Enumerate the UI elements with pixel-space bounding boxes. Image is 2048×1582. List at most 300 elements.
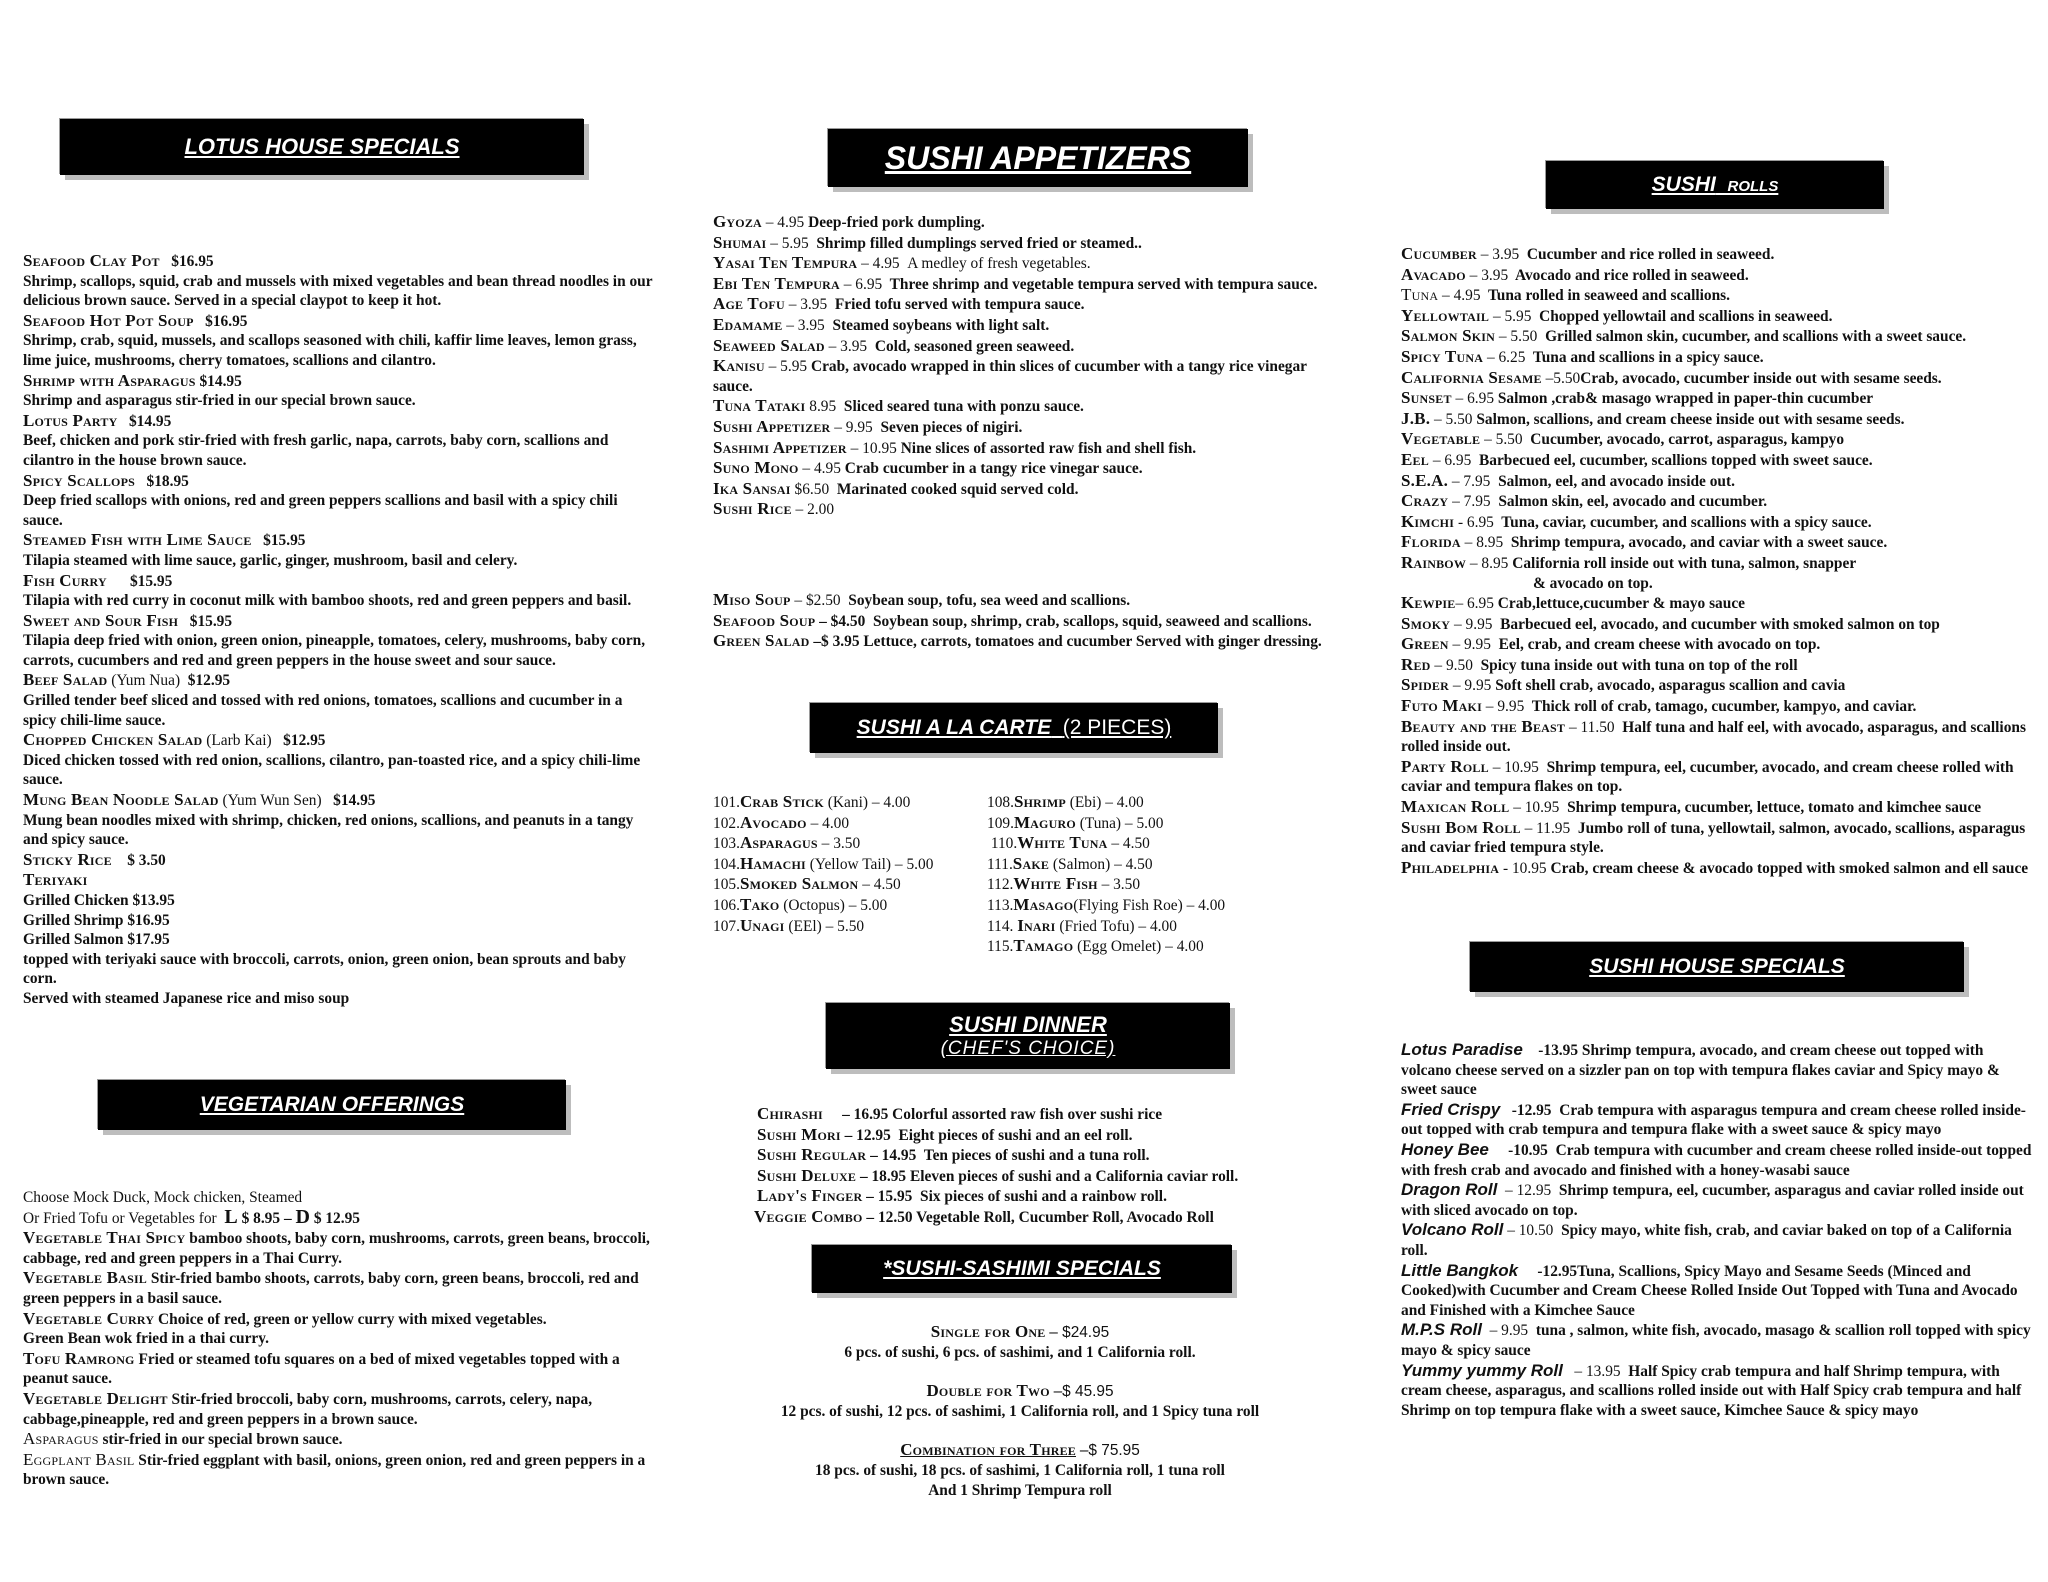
item-price: – 4.50 bbox=[862, 876, 901, 894]
item-name: Shumai bbox=[713, 232, 767, 252]
menu-item bbox=[1401, 306, 2033, 327]
item-desc: Cucumber, avocado, carrot, asparagus, kampyo bbox=[1530, 431, 1845, 449]
item-price: $14.95 bbox=[199, 372, 242, 390]
item-desc: Ten pieces of sushi and a tuna roll. bbox=[923, 1147, 1150, 1165]
item-desc: Nine slices of assorted raw fish and shell fish. bbox=[900, 439, 1197, 457]
menu-item bbox=[23, 611, 655, 671]
item-price: – 5.95 bbox=[768, 358, 808, 376]
item-desc: Cold, seasoned green seaweed. bbox=[874, 337, 1075, 355]
item-number: 114. bbox=[987, 917, 1014, 935]
item-price: – $24.95 bbox=[1049, 1324, 1110, 1341]
teriyaki-line: Grilled Salmon $17.95 bbox=[23, 931, 170, 949]
item-name: Veggie Combo bbox=[754, 1206, 863, 1226]
item-desc: Shrimp tempura, eel, cucumber, avocado, and cream cheese rolled with caviar and tempura flakes on top. bbox=[1401, 758, 2014, 796]
item-alt-name: (EEl) bbox=[788, 917, 822, 935]
item-alt-name: (Octopus) bbox=[783, 896, 845, 914]
item-desc: Half Spicy crab tempura and half Shrimp tempura, with cream cheese, asparagus, and scallions rolled inside out with Half Spicy crab tempura and half Shrimp on top tempura flake with a sweet sauce, Kimchee Sauce & spicy mayo bbox=[1401, 1362, 2022, 1419]
item-price: – 5.95 bbox=[1492, 307, 1532, 325]
item-name: Avocado bbox=[739, 812, 807, 832]
item-alt-name: (Ebi) bbox=[1069, 794, 1102, 811]
menu-item bbox=[754, 1207, 1337, 1228]
a-la-carte-left bbox=[713, 792, 993, 936]
item-name: Red bbox=[1401, 654, 1431, 674]
menu-item bbox=[1401, 409, 2033, 430]
item-alt-name: (Egg Omelet) bbox=[1077, 938, 1162, 956]
menu-item bbox=[757, 1186, 1337, 1207]
menu-item bbox=[23, 1329, 655, 1349]
item-price: – 5.50 bbox=[825, 917, 865, 935]
item-desc: Crab, avocado wrapped in thin slices of cucumber with a tangy rice vinegar sauce. bbox=[713, 358, 1307, 395]
item-price: – 7.95 bbox=[1452, 493, 1491, 511]
item-name: Volcano Roll bbox=[1401, 1220, 1504, 1240]
item-number: 109. bbox=[987, 814, 1014, 832]
menu-item bbox=[1401, 1261, 2033, 1321]
item-alt-name: (Yum Nua) bbox=[111, 672, 181, 690]
menu-item bbox=[1401, 1361, 2033, 1421]
item-desc: bamboo shoots, baby corn, mushrooms, carrots, green beans, broccoli, cabbage, red and green peppers in a Thai Curry. bbox=[23, 1230, 650, 1267]
item-desc: Spicy mayo, white fish, crab, and caviar baked on top of a California roll. bbox=[1401, 1222, 2012, 1259]
item-price: – 2.00 bbox=[795, 501, 835, 519]
item-name: Sushi Deluxe bbox=[757, 1165, 857, 1185]
sushi-sashimi-specials-list bbox=[712, 1322, 1328, 1500]
item-name: Steamed Fish with Lime Sauce bbox=[23, 530, 252, 550]
item-price: – 12.95 bbox=[1505, 1182, 1552, 1200]
item-name: Dragon Roll bbox=[1401, 1180, 1498, 1200]
menu-item bbox=[23, 311, 655, 371]
item-price: – 5.00 bbox=[1124, 814, 1164, 832]
item-desc: Shrimp filled dumplings served fried or steamed.. bbox=[816, 234, 1142, 252]
item-name: Shrimp with Asparagus bbox=[23, 370, 196, 390]
lotus-specials-list bbox=[23, 251, 655, 1009]
menu-item bbox=[713, 336, 1343, 357]
menu-item bbox=[1401, 655, 2033, 676]
item-price: – 10.95 bbox=[1513, 799, 1560, 817]
menu-item bbox=[987, 936, 1317, 957]
item-desc: Soybean soup, tofu, sea weed and scallions. bbox=[848, 592, 1131, 609]
item-name: M.P.S Roll bbox=[1401, 1320, 1482, 1340]
a-la-carte-right bbox=[987, 792, 1317, 957]
item-price: – 5.00 bbox=[848, 896, 888, 914]
item-name: Seaweed Salad bbox=[713, 335, 825, 355]
item-name: Spicy Tuna bbox=[1401, 346, 1484, 366]
item-name: Yellowtail bbox=[1401, 305, 1490, 325]
menu-item bbox=[1401, 368, 2033, 389]
menu-item bbox=[1401, 388, 2033, 409]
menu-item bbox=[23, 1349, 655, 1389]
item-alt-name: (Yum Wun Sen) bbox=[222, 792, 322, 810]
item-price: –$ 45.95 bbox=[1053, 1383, 1114, 1401]
item-desc: Mung bean noodles mixed with shrimp, chicken, red onions, scallions, and peanuts in a tangy and spicy sauce. bbox=[23, 811, 634, 849]
menu-item bbox=[713, 253, 1343, 274]
item-name: Green Salad bbox=[713, 631, 810, 651]
item-name: Vegetable Curry bbox=[23, 1308, 155, 1328]
menu-item bbox=[987, 854, 1317, 875]
item-price: -12.95 bbox=[1537, 1262, 1578, 1280]
item-price: $14.95 bbox=[128, 412, 172, 430]
item-desc: Deep fried scallops with onions, red and green peppers scallions and basil with a spicy chili sauce. bbox=[23, 492, 618, 529]
item-name: J.B. bbox=[1401, 408, 1431, 428]
item-price: – 3.50 bbox=[1101, 876, 1141, 894]
item-desc: Tilapia steamed with lime sauce, garlic, ginger, mushroom, basil and celery. bbox=[23, 551, 518, 569]
header-sushi-house-specials-text: SUSHI HOUSE SPECIALS bbox=[1589, 955, 1845, 978]
item-desc: A medley of fresh vegetables. bbox=[907, 255, 1091, 273]
menu-item bbox=[713, 396, 1343, 417]
item-desc: Fried or steamed tofu squares on a bed of mixed vegetables topped with a peanut sauce. bbox=[23, 1350, 620, 1388]
item-name: Vegetable Basil bbox=[23, 1268, 148, 1288]
item-desc: Cucumber and rice rolled in seaweed. bbox=[1526, 246, 1775, 263]
menu-item bbox=[713, 438, 1343, 459]
menu-item bbox=[23, 1268, 655, 1308]
item-desc: Shrimp, scallops, squid, crab and mussels with mixed vegetables and bean thread noodles in our delicious brown sauce. Served in a special claypot to keep it hot. bbox=[23, 272, 653, 310]
item-price: $15.95 bbox=[129, 572, 173, 590]
item-name: Beauty and the Beast bbox=[1401, 716, 1566, 736]
item-price: – 9.50 bbox=[1434, 656, 1473, 674]
menu-item bbox=[1401, 347, 2033, 368]
menu-item bbox=[23, 1309, 655, 1330]
item-desc: Crab,lettuce,cucumber & mayo sauce bbox=[1497, 595, 1745, 613]
item-price: – 18.95 bbox=[859, 1167, 907, 1185]
item-price: -13.95 bbox=[1538, 1042, 1579, 1059]
menu-item bbox=[713, 356, 1343, 396]
menu-item bbox=[757, 1125, 1337, 1146]
item-number: 101. bbox=[713, 794, 740, 811]
item-name: Beef Salad bbox=[23, 670, 108, 690]
item-desc: Lettuce, carrots, tomatoes and cucumber Served with ginger dressing. bbox=[863, 633, 1322, 651]
item-name: Combination for Three bbox=[900, 1440, 1076, 1460]
item-price: $16.95 bbox=[205, 312, 248, 330]
item-alt-name: (Tuna) bbox=[1079, 814, 1122, 832]
item-price: –5.50 bbox=[1545, 369, 1581, 387]
menu-item bbox=[1401, 471, 2033, 492]
item-desc: Tilapia with red curry in coconut milk with bamboo shoots, red and green peppers and basil. bbox=[23, 592, 632, 610]
item-desc: Crab cucumber in a tangy rice vinegar sauce. bbox=[844, 460, 1143, 478]
menu-item bbox=[713, 895, 993, 916]
item-number: 103. bbox=[713, 835, 740, 853]
item-price: – 9.95 bbox=[1452, 677, 1492, 695]
menu-item bbox=[713, 916, 993, 937]
item-price: – 6.95 bbox=[1432, 451, 1472, 469]
item-desc: Stir-fried broccoli, baby corn, mushrooms, carrots, celery, napa, cabbage,pineapple, red and green peppers in a brown sauce. bbox=[23, 1390, 593, 1428]
item-desc: Vegetable Roll, Cucumber Roll, Avocado Roll bbox=[916, 1208, 1214, 1226]
item-number: 115. bbox=[987, 938, 1014, 956]
item-price: –$ 3.95 bbox=[813, 633, 860, 651]
menu-item bbox=[23, 571, 655, 611]
item-note: Served with steamed Japanese rice and miso soup bbox=[23, 989, 350, 1007]
appetizers-list bbox=[713, 212, 1343, 520]
item-desc: Crab tempura with cucumber and cream cheese rolled inside-out topped with fresh crab and avocado and finished with a honey-wasabi sauce bbox=[1401, 1141, 2032, 1179]
item-desc: Green Bean wok fried in a thai curry. bbox=[23, 1330, 269, 1348]
item-name: Asparagus bbox=[739, 833, 818, 853]
header-sushi-a-la-carte bbox=[810, 703, 1218, 753]
item-name: Cucumber bbox=[1401, 244, 1477, 263]
item-desc: 6 pcs. of sushi, 6 pcs. of sashimi, and 1 California roll. bbox=[844, 1343, 1196, 1361]
item-number: 104. bbox=[713, 855, 740, 873]
menu-item bbox=[713, 833, 993, 854]
item-number: 102. bbox=[713, 814, 740, 832]
item-price: – 4.95 bbox=[861, 255, 900, 273]
menu-item bbox=[1401, 757, 2033, 797]
item-desc: Fried tofu served with tempura sauce. bbox=[834, 296, 1085, 314]
item-price: – 4.95 bbox=[802, 460, 841, 478]
menu-item bbox=[1401, 717, 2033, 757]
menu-item bbox=[23, 1450, 655, 1490]
item-price: – 5.50 bbox=[1484, 431, 1523, 449]
item-price: $15.95 bbox=[189, 612, 233, 630]
menu-item bbox=[713, 417, 1343, 438]
menu-item bbox=[1401, 450, 2033, 471]
menu-item bbox=[1401, 1220, 2033, 1260]
item-price: – 14.95 bbox=[870, 1147, 917, 1165]
item-price: – 3.95 bbox=[1480, 246, 1520, 263]
item-alt-name: (Salmon) bbox=[1052, 855, 1111, 873]
item-price: – 8.95 bbox=[1469, 554, 1509, 572]
item-name: Philadelphia bbox=[1401, 857, 1500, 877]
item-name: Shrimp bbox=[1013, 792, 1066, 811]
item-desc: Beef, chicken and pork stir-fried with fresh garlic, napa, carrots, baby corn, scallions and cilantro in the house brown sauce. bbox=[23, 432, 609, 469]
item-price: -12.95 bbox=[1511, 1101, 1552, 1119]
item-desc: Crab tempura with asparagus tempura and cream cheese rolled inside-out topped with crab tempura and tempura flake with a sweet sauce & spicy mayo bbox=[1401, 1101, 2026, 1139]
menu-item bbox=[1401, 285, 2033, 306]
menu-item bbox=[1401, 1140, 2033, 1180]
menu-item bbox=[713, 212, 1343, 233]
item-desc: Shrimp tempura, eel, cucumber, asparagus and caviar rolled inside out with sliced avocado on top. bbox=[1401, 1182, 2024, 1219]
item-name: Seafood Hot Pot Soup bbox=[23, 310, 194, 330]
item-name: S.E.A. bbox=[1401, 470, 1449, 490]
item-name: Sushi Mori bbox=[757, 1124, 841, 1144]
menu-item bbox=[23, 790, 655, 850]
header-sushi-dinner bbox=[826, 1003, 1230, 1069]
item-name: Tuna bbox=[1401, 285, 1439, 305]
item-desc: Chopped yellowtail and scallions in seaweed. bbox=[1539, 307, 1833, 325]
item-price: – 9.95 bbox=[1452, 636, 1491, 654]
item-price: – 5.95 bbox=[770, 234, 809, 252]
item-alt-name: (Kani) bbox=[827, 794, 868, 811]
menu-item bbox=[713, 874, 993, 895]
item-name: Teriyaki bbox=[23, 870, 88, 890]
item-alt-name: (Yellow Tail) bbox=[809, 855, 892, 873]
item-name: Salmon Skin bbox=[1401, 326, 1496, 346]
item-name: Lotus Paradise bbox=[1401, 1040, 1523, 1059]
item-name: Asparagus bbox=[23, 1429, 99, 1449]
item-name: Lady's Finger bbox=[757, 1186, 863, 1206]
item-price: – 9.95 bbox=[1489, 1322, 1529, 1340]
menu-item bbox=[713, 854, 993, 875]
item-price: $ 3.50 bbox=[127, 851, 166, 869]
menu-item bbox=[713, 590, 1343, 611]
item-name: Green bbox=[1401, 634, 1449, 654]
menu-item bbox=[987, 916, 1317, 937]
menu-item bbox=[23, 1429, 655, 1450]
item-price: – 9.95 bbox=[1485, 698, 1525, 716]
item-price: – 12.50 bbox=[866, 1208, 913, 1226]
item-desc: Shrimp tempura, avocado, and caviar with a sweet sauce. bbox=[1510, 534, 1888, 552]
item-price: – 9.95 bbox=[1453, 615, 1493, 633]
item-price: – 10.50 bbox=[1507, 1222, 1554, 1240]
header-sushi-rolls-text: SUSHI bbox=[1651, 173, 1716, 196]
item-name: Chopped Chicken Salad bbox=[23, 730, 203, 750]
item-desc: Seven pieces of nigiri. bbox=[880, 418, 1023, 436]
item-price: – 7.95 bbox=[1451, 472, 1491, 490]
item-name: Ebi Ten Tempura bbox=[713, 273, 840, 293]
item-name: Vegetable bbox=[1401, 429, 1481, 449]
dinner-label: D bbox=[295, 1205, 310, 1228]
menu-item bbox=[713, 233, 1343, 254]
menu-item bbox=[23, 530, 655, 570]
menu-item bbox=[713, 631, 1343, 652]
menu-item bbox=[713, 315, 1343, 336]
item-name: Eggplant Basil bbox=[23, 1449, 135, 1469]
item-name: Lotus Party bbox=[23, 410, 118, 430]
menu-item bbox=[987, 833, 1317, 854]
item-name: Smoky bbox=[1401, 613, 1451, 633]
menu-item bbox=[23, 251, 655, 311]
item-alt-name: (Flying Fish Roe) bbox=[1073, 896, 1183, 914]
header-vegetarian-offerings bbox=[98, 1080, 566, 1130]
menu-item bbox=[1401, 797, 2033, 818]
menu-item bbox=[1401, 244, 2033, 265]
item-desc: Tuna, Scallions, Spicy Mayo and Sesame Seeds (Minced and Cooked)with Cucumber and Cream Cheese Rolled Inside Out Topped with Tuna and Avocado and Finished with a Kimchee Sauce bbox=[1401, 1262, 2018, 1319]
lunch-price: $ 8.95 bbox=[241, 1209, 281, 1227]
item-desc: Barbecued eel, avocado, and cucumber with smoked salmon on top bbox=[1500, 615, 1940, 633]
item-name: Vegetable Thai Spicy bbox=[23, 1228, 186, 1248]
item-price: – 4.00 bbox=[1186, 896, 1226, 914]
item-name: Seafood Soup bbox=[713, 610, 816, 630]
header-sushi-a-la-carte-tail: (2 PIECES) bbox=[1062, 716, 1172, 739]
menu-item bbox=[23, 471, 655, 531]
menu-item bbox=[1401, 1180, 2033, 1220]
item-price: – $4.50 bbox=[819, 612, 866, 630]
menu-item bbox=[987, 813, 1317, 834]
item-desc: Shrimp and asparagus stir-fried in our special brown sauce. bbox=[23, 392, 416, 410]
item-price: – 5.50 bbox=[1434, 410, 1473, 428]
item-name: Eel bbox=[1401, 449, 1429, 469]
item-desc: Eleven pieces of sushi and a California caviar roll. bbox=[909, 1167, 1239, 1185]
vegetarian-list bbox=[23, 1188, 655, 1490]
header-lotus-house-specials-text: LOTUS HOUSE SPECIALS bbox=[184, 134, 460, 159]
item-price: –$ 75.95 bbox=[1079, 1442, 1140, 1460]
item-name: California Sesame bbox=[1401, 367, 1542, 387]
vegetarian-intro: Choose Mock Duck, Mock chicken, Steamed bbox=[23, 1189, 303, 1206]
item-desc: Three shrimp and vegetable tempura served with tempura sauce. bbox=[889, 275, 1318, 293]
item-name: Inari bbox=[1017, 915, 1056, 935]
item-desc: Half tuna and half eel, with avocado, asparagus, and scallions rolled inside out. bbox=[1401, 718, 2026, 756]
item-name: Sunset bbox=[1401, 388, 1452, 408]
item-desc: Salmon skin, eel, avocado and cucumber. bbox=[1498, 493, 1768, 511]
item-desc: Spicy tuna inside out with tuna on top of the roll bbox=[1480, 656, 1798, 674]
item-name: Tuna Tataki bbox=[713, 396, 806, 416]
item-name: Sweet and Sour Fish bbox=[23, 610, 179, 630]
item-desc: Salmon ,crab& masago wrapped in paper-thin cucumber bbox=[1497, 390, 1874, 408]
item-desc: Grilled tender beef sliced and tossed with red onions, tomatoes, scallions and cucumber in a spicy chili-lime sauce. bbox=[23, 692, 623, 729]
item-number: 107. bbox=[713, 917, 740, 935]
header-sushi-dinner-sub: (CHEF'S CHOICE) bbox=[940, 1038, 1116, 1059]
item-desc: Barbecued eel, cucumber, scallions topped with sweet sauce. bbox=[1479, 451, 1873, 469]
teriyaki-line: Grilled Chicken $13.95 bbox=[23, 892, 175, 909]
special-item bbox=[712, 1440, 1328, 1500]
vegetarian-intro-2: Or Fried Tofu or Vegetables for bbox=[23, 1209, 217, 1227]
item-desc: Avocado and rice rolled in seaweed. bbox=[1515, 266, 1749, 284]
item-name: Hamachi bbox=[739, 853, 806, 873]
item-desc: Shrimp tempura, avocado, and cream cheese out topped with volcano cheese served on a sizzler pan on top with tempura flakes caviar and Spicy mayo & sweet sauce bbox=[1401, 1042, 2000, 1099]
item-desc: Sliced seared tuna with ponzu sauce. bbox=[843, 398, 1084, 416]
item-name: Kewpie bbox=[1401, 593, 1456, 613]
menu-item bbox=[1401, 593, 2033, 614]
item-name: Kanisu bbox=[713, 356, 765, 376]
item-name: Smoked Salmon bbox=[739, 874, 859, 894]
menu-item bbox=[23, 1228, 655, 1268]
item-desc: Eel, crab, and cream cheese with avocado on top. bbox=[1498, 636, 1821, 654]
sushi-rolls-list bbox=[1401, 244, 2033, 878]
item-number: 111. bbox=[987, 855, 1013, 873]
menu-item bbox=[987, 792, 1317, 813]
item-desc: Diced chicken tossed with red onion, scallions, cilantro, pan-toasted rice, and a spicy chili-lime sauce. bbox=[23, 751, 641, 789]
item-name: Maguro bbox=[1013, 812, 1076, 832]
item-price: – 4.95 bbox=[765, 214, 805, 231]
item-desc: topped with teriyaki sauce with broccoli, carrots, onion, green onion, bean sprouts and baby corn. bbox=[23, 950, 627, 988]
soups-list bbox=[713, 590, 1343, 652]
item-desc: Shrimp, crab, squid, mussels, and scallops seasoned with chili, kaffir lime leaves, lemon grass, lime juice, mushrooms, cherry tomatoes, scallions and cilantro. bbox=[23, 332, 637, 369]
item-name: Sushi Bom Roll bbox=[1401, 817, 1521, 837]
item-price: – 6.95 bbox=[1455, 595, 1494, 613]
lunch-label: L bbox=[224, 1205, 238, 1228]
item-price: – 10.95 bbox=[1492, 758, 1539, 776]
header-sushi-rolls bbox=[1546, 161, 1884, 209]
item-price: – 11.95 bbox=[1524, 819, 1571, 837]
item-price: – 13.95 bbox=[1574, 1362, 1621, 1380]
menu-item bbox=[713, 813, 993, 834]
item-desc: Thick roll of crab, tamago, cucumber, kampyo, and caviar. bbox=[1531, 698, 1917, 716]
item-desc: Colorful assorted raw fish over sushi rice bbox=[892, 1106, 1163, 1123]
item-price: – 6.95 bbox=[843, 275, 883, 293]
item-price: – $2.50 bbox=[794, 592, 841, 609]
item-desc: Soft shell crab, avocado, asparagus scallion and cavia bbox=[1495, 677, 1846, 695]
item-name: Masago bbox=[1013, 894, 1074, 914]
item-desc: Crab, avocado, cucumber inside out with sesame seeds. bbox=[1580, 369, 1942, 387]
menu-item bbox=[23, 850, 655, 871]
item-name: Vegetable Delight bbox=[23, 1388, 168, 1408]
item-price: – 6.95 bbox=[1455, 390, 1495, 408]
menu-item bbox=[757, 1166, 1337, 1187]
item-price: $15.95 bbox=[263, 532, 306, 550]
menu-item bbox=[1401, 634, 2033, 655]
item-desc: Stir-fried bambo shoots, carrots, baby corn, green beans, broccoli, red and green peppers in a basil sauce. bbox=[23, 1270, 639, 1307]
menu-item bbox=[1401, 614, 2033, 635]
item-price: $18.95 bbox=[146, 472, 189, 490]
item-price: – 4.00 bbox=[871, 794, 911, 811]
menu-item bbox=[757, 1104, 1337, 1125]
item-number: 112. bbox=[987, 876, 1014, 894]
menu-item bbox=[1401, 1100, 2033, 1140]
item-name: Mung Bean Noodle Salad bbox=[23, 790, 219, 810]
item-name: Seafood Clay Pot bbox=[23, 251, 160, 270]
item-price: – 16.95 bbox=[842, 1106, 889, 1123]
item-name: Sake bbox=[1012, 853, 1050, 873]
item-name: Tofu Ramrong bbox=[23, 1348, 135, 1368]
teriyaki-line: Grilled Shrimp $16.95 bbox=[23, 911, 170, 929]
item-price: – 4.00 bbox=[810, 814, 850, 832]
item-name: Sushi Rice bbox=[713, 499, 792, 519]
item-name: Tako bbox=[739, 894, 780, 914]
item-name: Double for Two bbox=[926, 1381, 1050, 1401]
item-desc: Eight pieces of sushi and an eel roll. bbox=[898, 1126, 1133, 1144]
item-price: – 3.95 bbox=[1469, 266, 1509, 284]
item-name: Fish Curry bbox=[23, 570, 107, 590]
header-vegetarian-offerings-text: VEGETARIAN OFFERINGS bbox=[199, 1093, 465, 1116]
menu-item bbox=[713, 294, 1343, 315]
vegetarian-pricing bbox=[23, 1205, 655, 1229]
item-name: Miso Soup bbox=[713, 590, 791, 609]
item-name: Crab Stick bbox=[739, 792, 824, 811]
